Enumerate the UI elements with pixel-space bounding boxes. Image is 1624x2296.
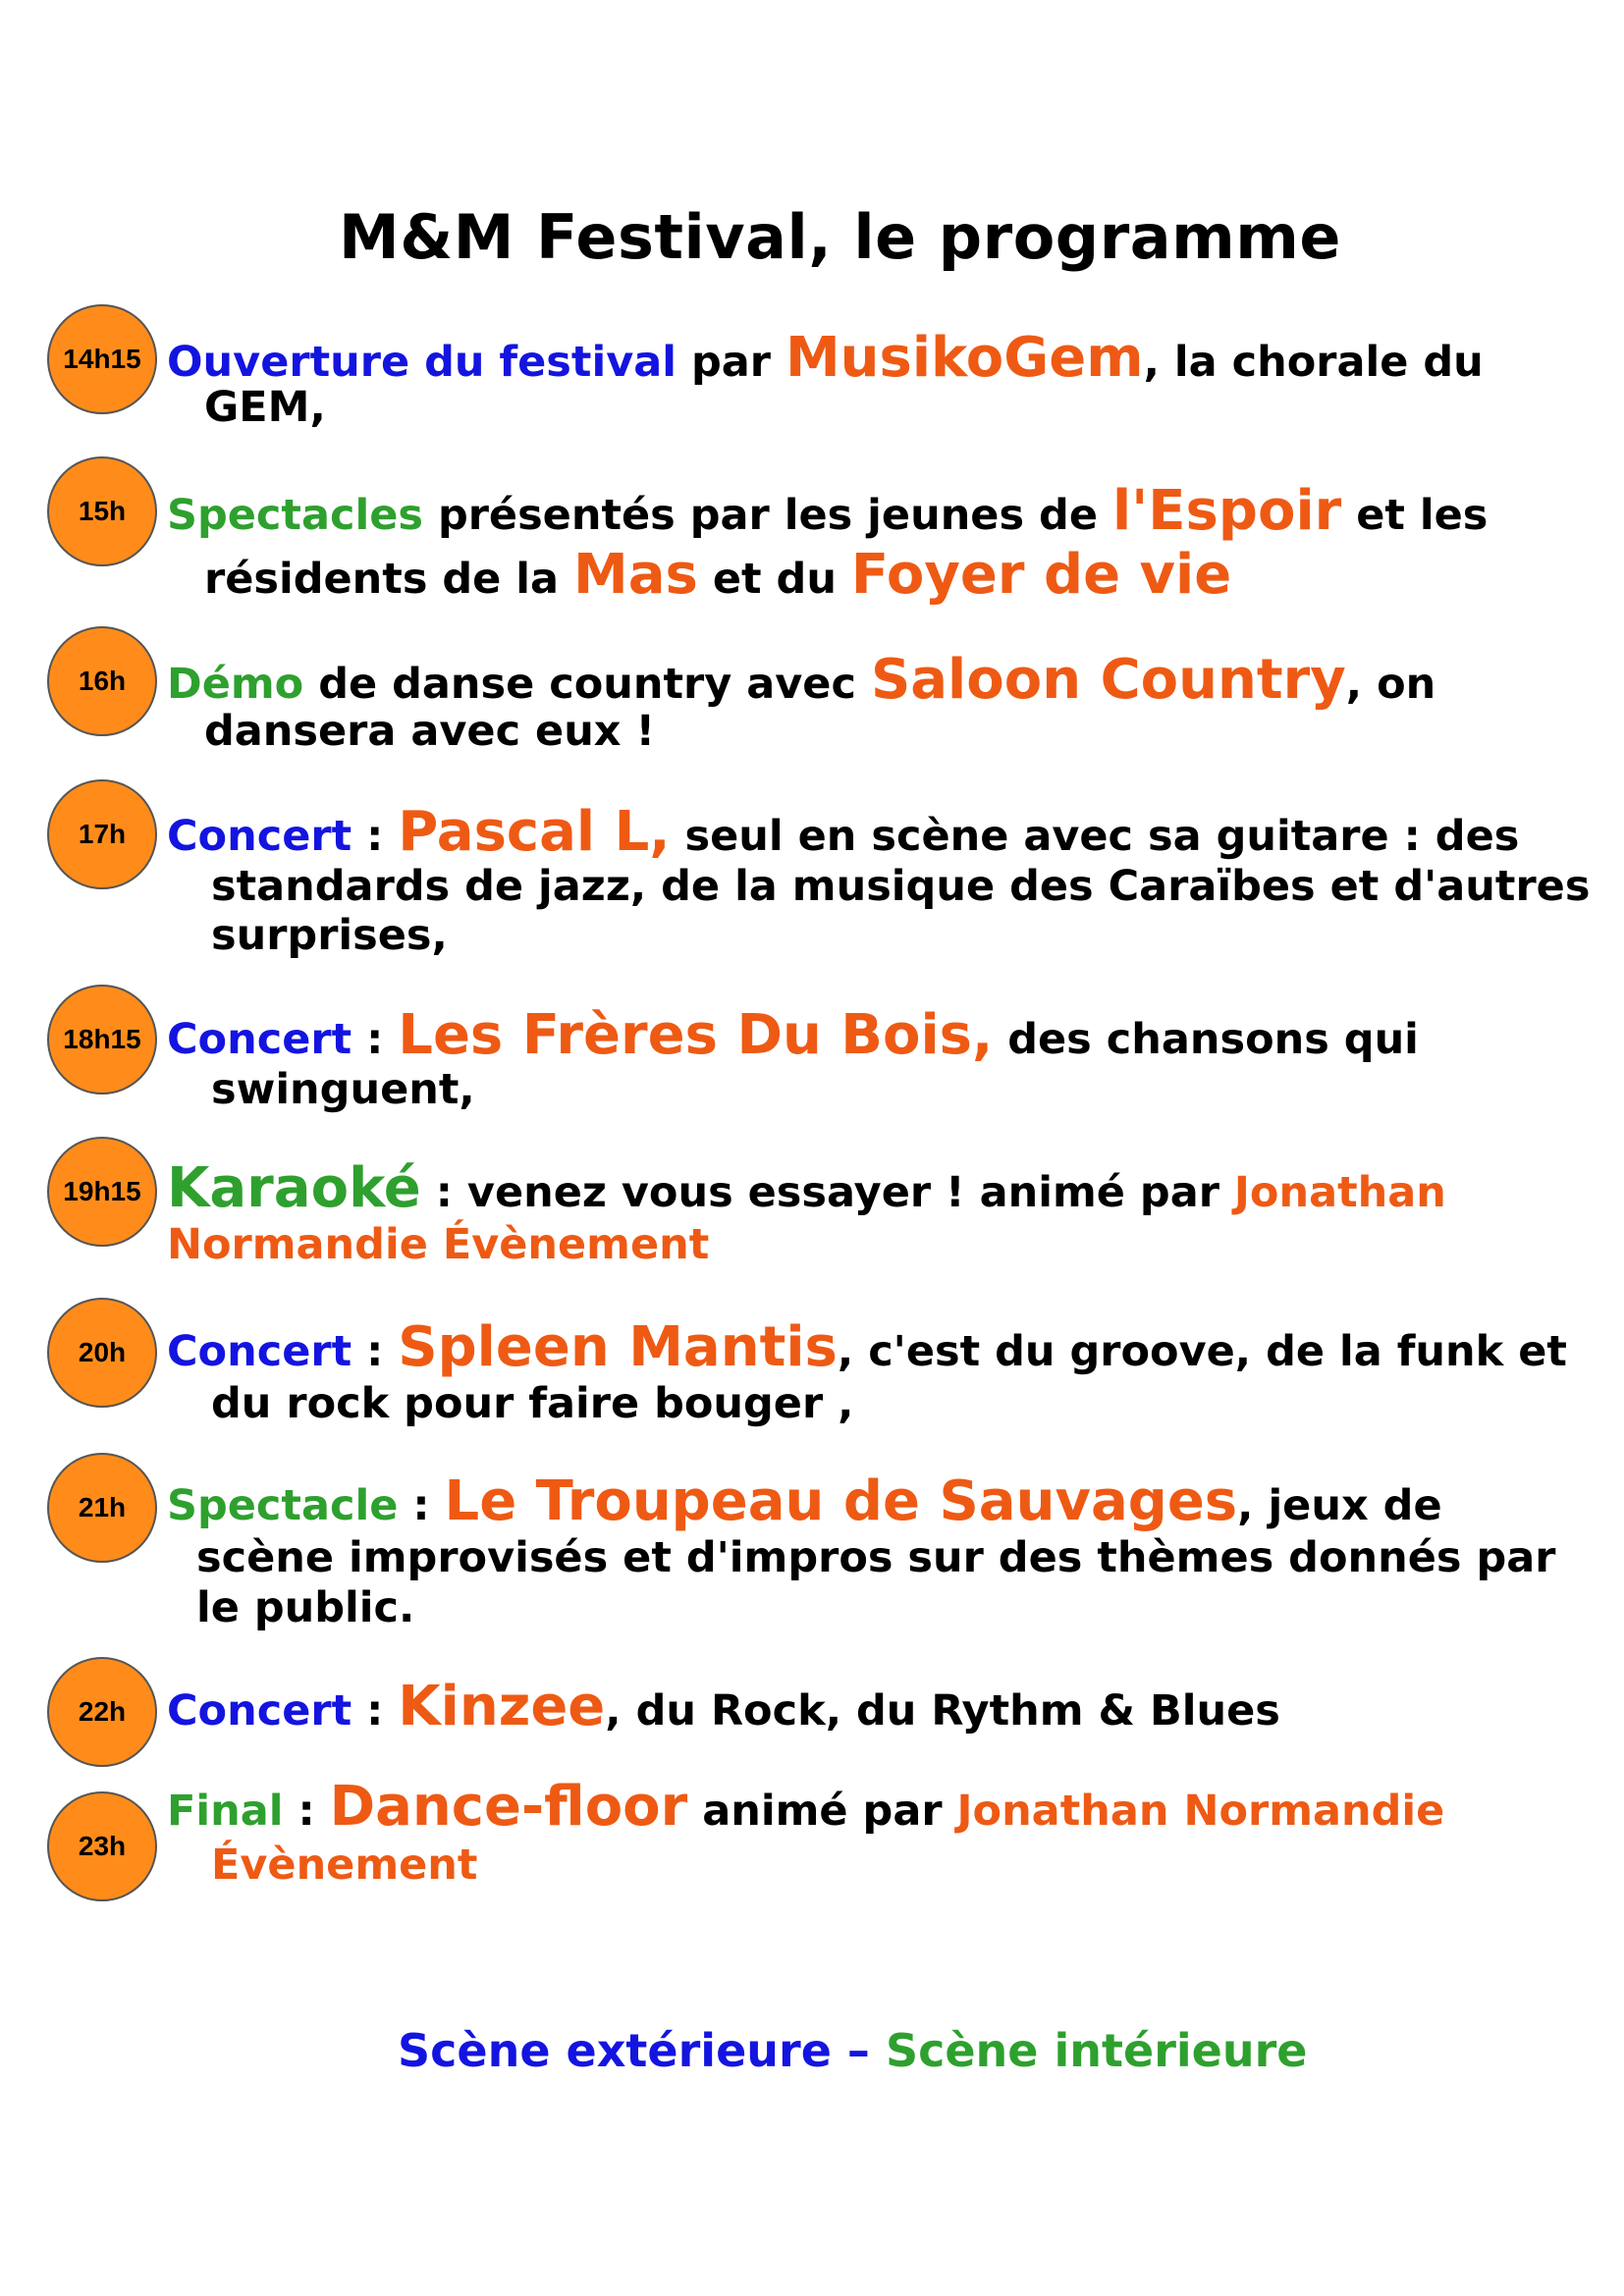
text: et les bbox=[1341, 491, 1489, 540]
item-line-1 bbox=[167, 1156, 1446, 1220]
stage-legend bbox=[398, 2024, 1307, 2077]
item-line-2 bbox=[211, 1065, 475, 1114]
performer: Saloon Country bbox=[870, 648, 1346, 712]
text: présentés par les jeunes de bbox=[422, 491, 1112, 540]
text: standards de jazz, de la musique des Caraïbes et d'autres bbox=[211, 862, 1591, 911]
item-line-2 bbox=[167, 1220, 709, 1269]
text: du rock pour faire bouger , bbox=[211, 1379, 854, 1428]
item-line-2 bbox=[204, 383, 326, 432]
text: , c'est du groove, de la funk et bbox=[837, 1327, 1567, 1376]
time-label: 16h bbox=[78, 666, 127, 696]
text: animé par bbox=[687, 1787, 957, 1836]
item-line-2 bbox=[211, 1379, 853, 1428]
text: et du bbox=[697, 555, 851, 604]
text: scène improvisés et d'impros sur des thèmes donnés par bbox=[196, 1533, 1556, 1582]
event-type: Karaoké bbox=[167, 1156, 421, 1220]
time-badge bbox=[47, 1791, 157, 1901]
time-label: 21h bbox=[78, 1492, 127, 1522]
item-line-1 bbox=[167, 800, 1519, 864]
text: par bbox=[676, 338, 785, 387]
legend-separator: – bbox=[831, 2024, 886, 2077]
item-line-1 bbox=[167, 1003, 1419, 1067]
performer: MusikoGem bbox=[785, 326, 1144, 390]
text: des chansons qui bbox=[993, 1015, 1419, 1064]
item-line-1 bbox=[167, 1775, 1444, 1839]
performer: Pascal L, bbox=[398, 800, 671, 864]
performer: Évènement bbox=[211, 1841, 478, 1890]
item-line-1 bbox=[167, 648, 1435, 712]
time-badge bbox=[47, 1137, 157, 1247]
item-line-1 bbox=[167, 1469, 1442, 1533]
time-badge bbox=[47, 779, 157, 889]
legend-outdoor: Scène extérieure bbox=[398, 2024, 832, 2077]
time-label: 19h15 bbox=[63, 1176, 141, 1206]
performer: Normandie Évènement bbox=[167, 1220, 710, 1269]
performer: l'Espoir bbox=[1111, 479, 1342, 543]
event-type: Ouverture du festival bbox=[167, 338, 677, 387]
text: , jeux de bbox=[1237, 1481, 1442, 1530]
event-type: Concert bbox=[167, 1686, 352, 1735]
performer: Mas bbox=[573, 543, 698, 607]
time-label: 14h15 bbox=[63, 344, 141, 374]
text: GEM, bbox=[204, 383, 326, 432]
time-badge bbox=[47, 1298, 157, 1408]
time-badge bbox=[47, 1657, 157, 1767]
text: résidents de la bbox=[204, 555, 574, 604]
item-line-2 bbox=[211, 862, 1590, 911]
performer: Les Frères Du Bois, bbox=[398, 1003, 994, 1067]
time-label: 15h bbox=[78, 496, 127, 526]
performer: Jonathan Normandie bbox=[956, 1787, 1445, 1836]
time-badge bbox=[47, 304, 157, 414]
page-title: M&M Festival, le programme bbox=[339, 201, 1341, 273]
text: , du Rock, du Rythm & Blues bbox=[605, 1686, 1280, 1735]
item-line-2 bbox=[204, 707, 655, 756]
event-type: Démo bbox=[167, 660, 304, 709]
text: dansera avec eux ! bbox=[204, 707, 656, 756]
time-label: 20h bbox=[78, 1337, 127, 1367]
event-type: Concert bbox=[167, 1327, 352, 1376]
time-badge bbox=[47, 456, 157, 566]
item-line-1 bbox=[167, 326, 1484, 390]
text: : bbox=[352, 1686, 399, 1735]
text: swinguent, bbox=[211, 1065, 475, 1114]
item-line-1 bbox=[167, 479, 1488, 543]
event-type: Final bbox=[167, 1787, 284, 1836]
performer: Le Troupeau de Sauvages bbox=[444, 1469, 1238, 1533]
text: surprises, bbox=[211, 911, 448, 960]
text: le public. bbox=[196, 1583, 415, 1632]
event-type: Concert bbox=[167, 812, 352, 861]
text: : bbox=[398, 1481, 445, 1530]
text: de danse country avec bbox=[303, 660, 871, 709]
text: , on bbox=[1345, 660, 1436, 709]
text: : bbox=[352, 1327, 399, 1376]
time-label: 18h15 bbox=[63, 1024, 141, 1054]
time-label: 23h bbox=[78, 1831, 127, 1861]
performer: Foyer de vie bbox=[850, 543, 1232, 607]
time-badge bbox=[47, 985, 157, 1095]
performer: Spleen Mantis bbox=[398, 1315, 838, 1379]
item-line-2 bbox=[211, 1841, 477, 1890]
time-label: 17h bbox=[78, 819, 127, 849]
performer: Dance-floor bbox=[329, 1775, 688, 1839]
event-type: Concert bbox=[167, 1015, 352, 1064]
text: : bbox=[283, 1787, 330, 1836]
event-type: Spectacle bbox=[167, 1481, 399, 1530]
time-label: 22h bbox=[78, 1696, 127, 1727]
text: seul en scène avec sa guitare : des bbox=[670, 812, 1520, 861]
time-badge bbox=[47, 626, 157, 736]
text: : venez vous essayer ! animé par bbox=[420, 1168, 1234, 1217]
item-line-1 bbox=[167, 1315, 1567, 1379]
item-line-2 bbox=[204, 543, 1231, 607]
performer: Jonathan bbox=[1233, 1168, 1446, 1217]
time-badge bbox=[47, 1453, 157, 1563]
item-line-3 bbox=[211, 911, 448, 960]
text: , la chorale du bbox=[1143, 338, 1484, 387]
item-line-1 bbox=[167, 1675, 1280, 1738]
legend-indoor: Scène intérieure bbox=[885, 2024, 1308, 2077]
event-type: Spectacles bbox=[167, 491, 423, 540]
item-line-2 bbox=[196, 1533, 1555, 1582]
item-line-3 bbox=[196, 1583, 414, 1632]
performer: Kinzee bbox=[398, 1675, 606, 1738]
text: : bbox=[352, 1015, 399, 1064]
text: : bbox=[352, 812, 399, 861]
